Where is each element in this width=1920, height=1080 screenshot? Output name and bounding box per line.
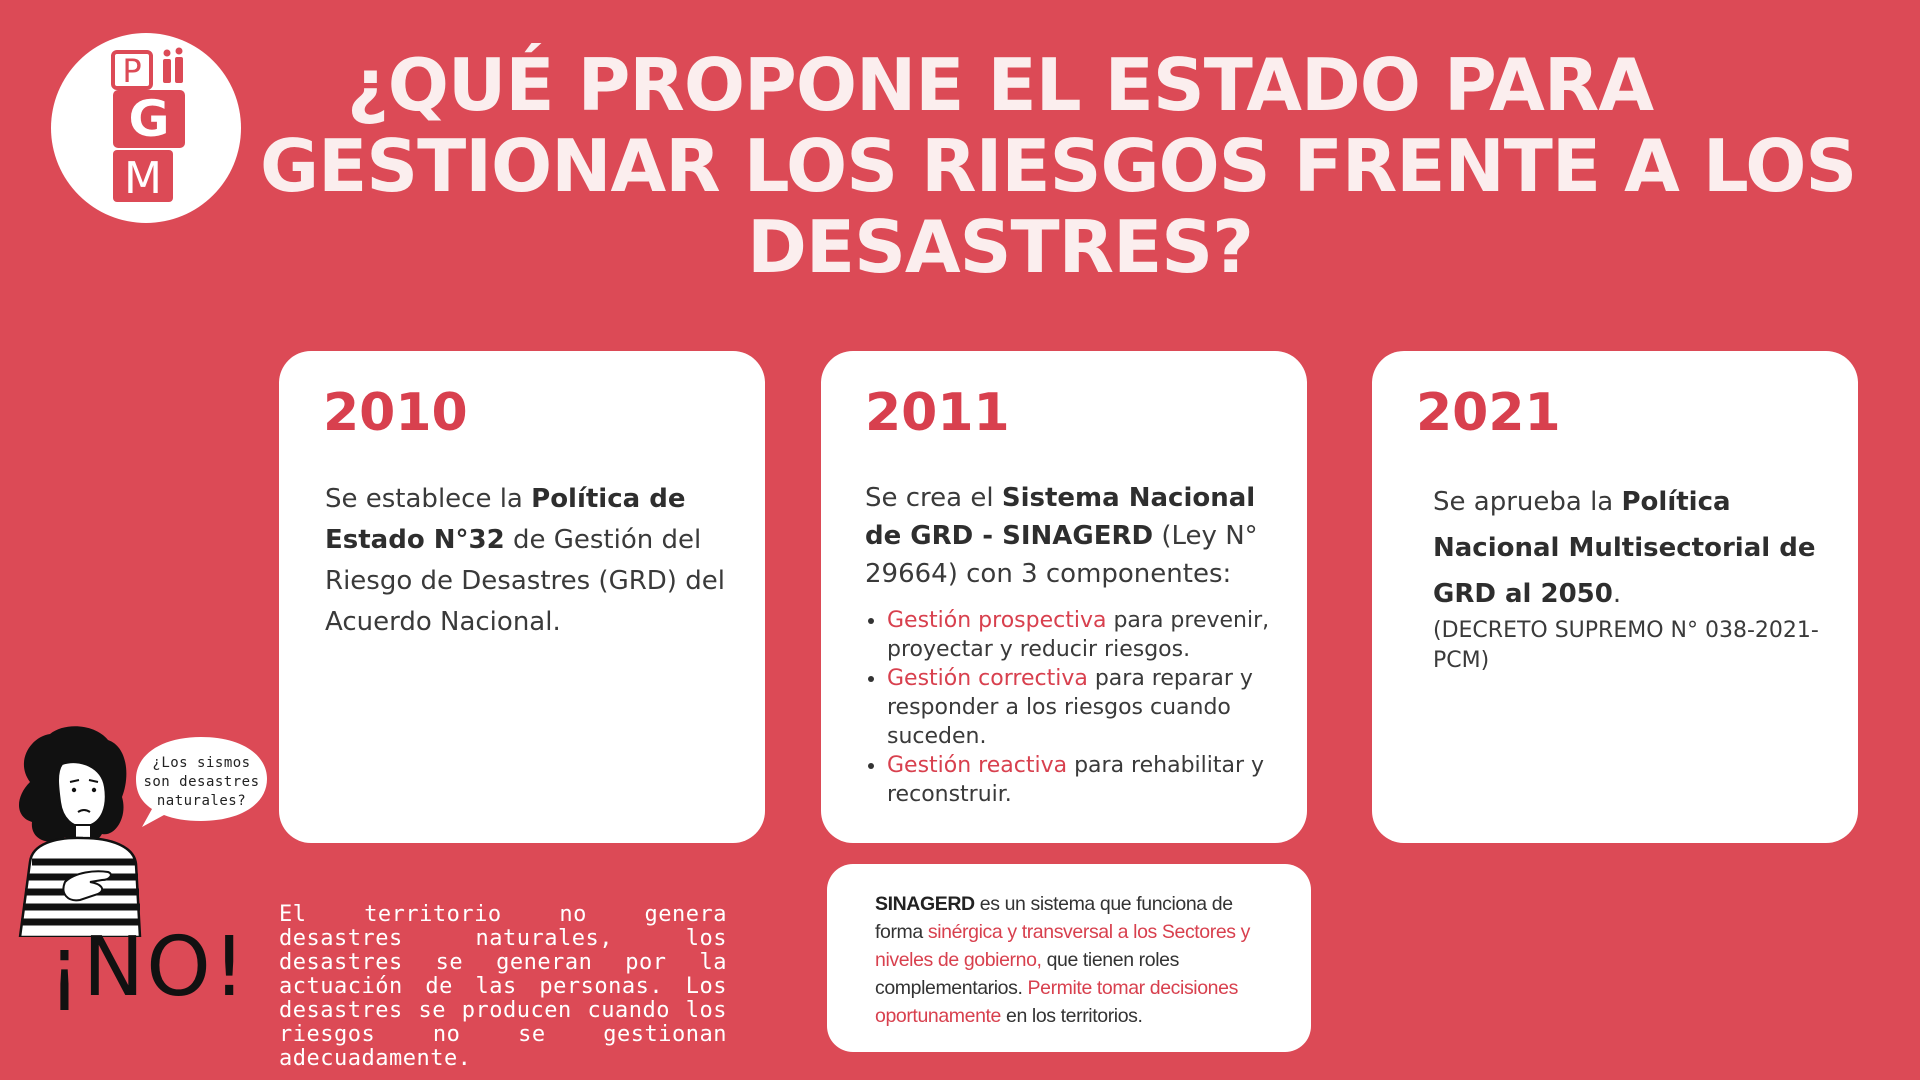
title-line-3: DESASTRES? bbox=[747, 205, 1253, 289]
answer-no: ¡NO! bbox=[48, 920, 248, 1015]
woman-illustration bbox=[10, 722, 145, 937]
components-list bbox=[855, 606, 1327, 809]
card-description: Se crea el Sistema Nacional de GRD - SINAGERD (Ley N° 29664) con 3 componentes: bbox=[865, 483, 1258, 589]
bubble-question: ¿Los sismos son desastres naturales? bbox=[143, 755, 260, 809]
card-year: 2011 bbox=[865, 383, 1010, 443]
card-2011 bbox=[821, 351, 1307, 843]
pgm-logo bbox=[51, 33, 241, 223]
logo-letter-m: M bbox=[124, 153, 162, 204]
list-item: • Gestión prospectiva para prevenir, proyectar y reducir riesgos. bbox=[887, 606, 1327, 664]
explanation-text: El territorio no genera desastres naturales, los desastres se generan por la actuación de las personas. Los desastres se producen cuando los riesgos no se gestionan adecuadamente. bbox=[279, 902, 727, 1071]
card-description: Se aprueba la Política Nacional Multisectorial de GRD al 2050. bbox=[1433, 487, 1816, 609]
logo-letter-p: P bbox=[122, 52, 142, 90]
list-item: • Gestión reactiva para rehabilitar y reconstruir. bbox=[887, 751, 1327, 809]
card-2021 bbox=[1372, 351, 1858, 843]
list-item: • Gestión correctiva para reparar y responder a los riesgos cuando suceden. bbox=[887, 664, 1327, 751]
title-line-1: ¿QUÉ PROPONE EL ESTADO PARA bbox=[346, 43, 1654, 127]
sinagerd-note: SINAGERD es un sistema que funciona de forma sinérgica y transversal a los Sectores y niveles de gobierno, que tienen roles complementarios. Permite tomar decisiones oportunamente en los territorios. bbox=[827, 864, 1311, 1052]
card-year: 2021 bbox=[1416, 383, 1561, 443]
card-year: 2010 bbox=[323, 383, 468, 443]
card-description: Se establece la Política de Estado N°32 de Gestión del Riesgo de Desastres (GRD) del Acuerdo Nacional. bbox=[325, 484, 725, 637]
logo-letter-g: G bbox=[128, 90, 170, 148]
speech-bubble bbox=[134, 735, 269, 825]
title-line-2: GESTIONAR LOS RIESGOS FRENTE A LOS bbox=[260, 124, 1857, 208]
pgm-logo-mark bbox=[51, 33, 241, 223]
decree-reference: (DECRETO SUPREMO N° 038-2021-PCM) bbox=[1433, 618, 1819, 673]
page-title bbox=[260, 43, 1857, 289]
card-2010 bbox=[279, 351, 765, 843]
